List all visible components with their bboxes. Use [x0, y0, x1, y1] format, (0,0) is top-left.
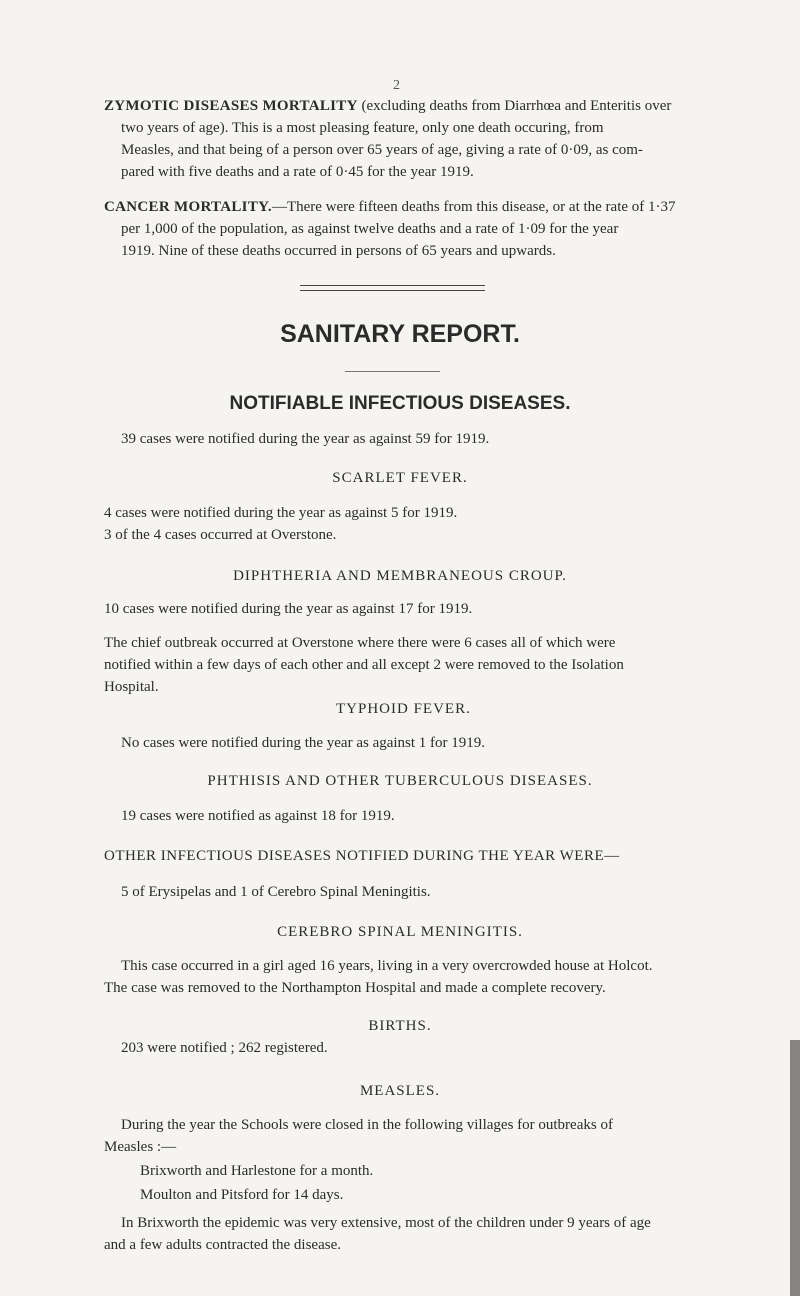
scarlet-fever-line-2: 3 of the 4 cases occurred at Overstone. — [104, 527, 337, 543]
births-heading: BIRTHS. — [368, 1018, 432, 1034]
single-rule-divider — [345, 371, 440, 372]
measles-closing-1: In Brixworth the epidemic was very extensive, most of the children under 9 years of age — [121, 1215, 651, 1231]
diphtheria-para-1: The chief outbreak occurred at Overstone where there were 6 cases all of which were — [104, 635, 616, 651]
diphtheria-para-3: Hospital. — [104, 679, 159, 695]
cancer-lead: CANCER MORTALITY. — [104, 199, 272, 215]
measles-list-item-2: Moulton and Pitsford for 14 days. — [140, 1187, 344, 1203]
other-infectious-heading: OTHER INFECTIOUS DISEASES NOTIFIED DURING THE YEAR WERE— — [104, 848, 620, 864]
diphtheria-para-2: notified within a few days of each other and all except 2 were removed to the Isolation — [104, 657, 624, 673]
other-infectious-line-1: 5 of Erysipelas and 1 of Cerebro Spinal Meningitis. — [121, 884, 431, 900]
measles-list-item-1: Brixworth and Harlestone for a month. — [140, 1163, 374, 1179]
cancer-line-2: per 1,000 of the population, as against twelve deaths and a rate of 1·09 for the year — [121, 221, 619, 237]
double-rule-divider — [300, 285, 485, 291]
typhoid-line-1: No cases were notified during the year as against 1 for 1919. — [121, 735, 486, 751]
phthisis-line-1: 19 cases were notified as against 18 for 1919. — [121, 808, 395, 824]
zymotic-line-4: pared with five deaths and a rate of 0·45 for the year 1919. — [121, 164, 474, 180]
diphtheria-line-1: 10 cases were notified during the year as against 17 for 1919. — [104, 601, 473, 617]
sanitary-report-title: SANITARY REPORT. — [280, 320, 520, 348]
cancer-line-3: 1919. Nine of these deaths occurred in persons of 65 years and upwards. — [121, 243, 556, 259]
cerebro-heading: CEREBRO SPINAL MENINGITIS. — [277, 924, 523, 940]
cancer-text-1: —There were fifteen deaths from this disease, or at the rate of 1·37 — [271, 199, 676, 215]
zymotic-lead: ZYMOTIC DISEASES MORTALITY — [104, 98, 358, 114]
page-edge-shadow — [790, 1040, 800, 1296]
measles-heading: MEASLES. — [359, 1083, 441, 1099]
phthisis-heading: PHTHISIS AND OTHER TUBERCULOUS DISEASES. — [207, 773, 593, 789]
cancer-line-1 — [104, 199, 676, 216]
notifiable-title: NOTIFIABLE INFECTIOUS DISEASES. — [229, 393, 571, 414]
page-number: 2 — [393, 78, 400, 93]
scarlet-fever-heading: SCARLET FEVER. — [332, 470, 468, 486]
scarlet-fever-line-1: 4 cases were notified during the year as against 5 for 1919. — [104, 505, 458, 521]
diphtheria-heading: DIPHTHERIA AND MEMBRANEOUS CROUP. — [233, 568, 567, 584]
measles-intro-1: During the year the Schools were closed in the following villages for outbreaks of — [121, 1117, 613, 1133]
zymotic-line-2: two years of age). This is a most pleasing feature, only one death occuring, from — [121, 120, 604, 136]
zymotic-line-1 — [104, 98, 671, 115]
zymotic-text-1: (excluding deaths from Diarrhœa and Enteritis over — [361, 98, 672, 114]
notifiable-summary: 39 cases were notified during the year as against 59 for 1919. — [121, 431, 490, 447]
measles-closing-2: and a few adults contracted the disease. — [104, 1237, 341, 1253]
zymotic-line-3: Measles, and that being of a person over 65 years of age, giving a rate of 0·09, as com- — [121, 142, 643, 158]
cerebro-para-2: The case was removed to the Northampton Hospital and made a complete recovery. — [104, 980, 606, 996]
births-line-1: 203 were notified ; 262 registered. — [121, 1040, 328, 1056]
measles-intro-2: Measles :— — [104, 1139, 177, 1155]
cerebro-para-1: This case occurred in a girl aged 16 years, living in a very overcrowded house at Holcot. — [121, 958, 653, 974]
typhoid-heading: TYPHOID FEVER. — [336, 701, 471, 717]
